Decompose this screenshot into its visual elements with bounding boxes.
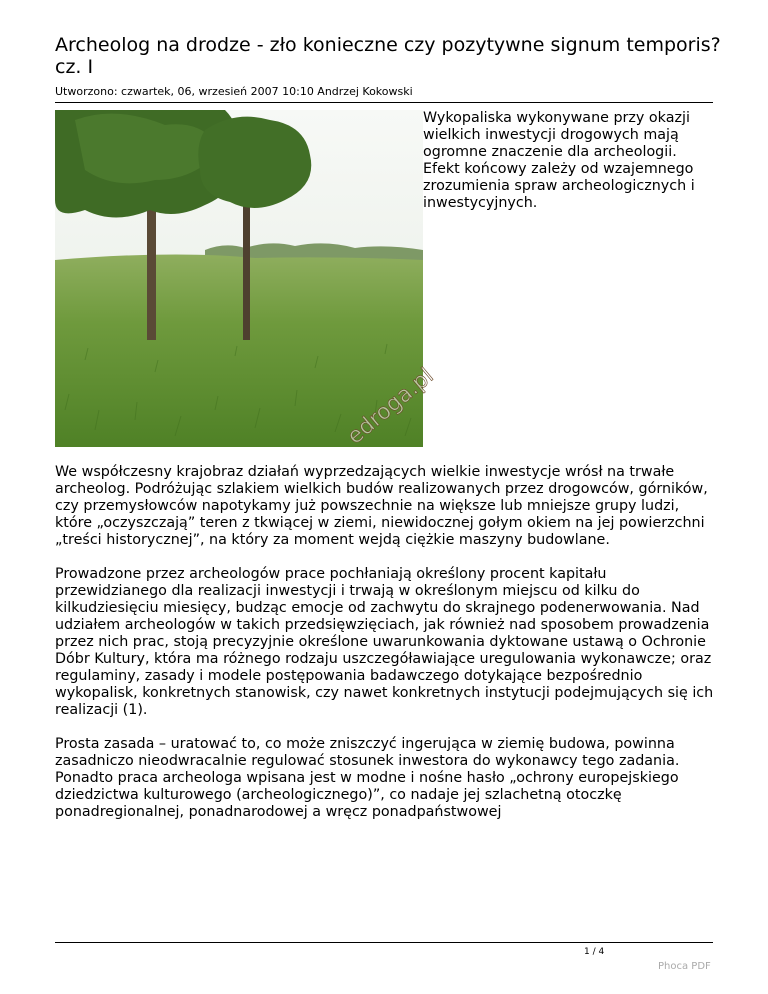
page-title: Archeolog na drodze - zło konieczne czy pozytywne signum temporis? cz. I [55, 34, 721, 78]
article-paragraph: Prowadzone przez archeologów prace pochłaniają określony procent kapitału przewidzianego dla realizacji inwestycji i trwają w określonym miejscu od kilku do kilkudziesięciu miesięcy, budząc emocje od zachwytu do skrajnego podenerwowania. Nad udziałem archeologów w takich przedsięwzięciach, jak również nad sposobem prowadzenia przez nich prac, stoją precyzyjnie określone uwarunkowania dyktowane ustawą o Ochronie Dóbr Kultury, która ma różnego rodzaju uszczegóławiające uregulowania wykonawcze; oraz regulaminy, zasady i modele postępowania badawczego dotykające bezpośrednio wykopalisk, konkretnych stanowisk, czy nawet konkretnych instytucji podejmujących się ich realizacji (1). [55, 566, 714, 718]
image-watermark: edroga.pl [342, 363, 439, 450]
article-meta: Utworzono: czwartek, 06, wrzesień 2007 10:10 Andrzej Kokowski [55, 85, 413, 98]
article-paragraph: Prosta zasada – uratować to, co może zniszczyć ingerująca w ziemię budowa, powinna zasadniczo nieodwracalnie regulować stosunek inwestora do wykonawcy tego zadania. Ponadto praca archeologa wpisana jest w modne i nośne hasło „ochrony europejskiego dziedzictwa kulturowego (archeologicznego)”, co nadaje jej szlachetną otoczkę ponadregionalnej, ponadnarodowej a wręcz ponadpaństwowej [55, 736, 680, 820]
header-divider [55, 102, 713, 103]
page-number: 1 / 4 [584, 947, 605, 957]
article-lead: Wykopaliska wykonywane przy okazji wielkich inwestycji drogowych mają ogromne znaczenie dla archeologii. Efekt końcowy zależy od wzajemnego zrozumienia spraw archeologicznych i inwestycyjnych. [423, 110, 695, 211]
article-body [55, 110, 715, 838]
pdf-generator-brand[interactable]: Phoca PDF [658, 961, 711, 972]
article-paragraph: We współczesny krajobraz działań wyprzedzających wielkie inwestycje wrósł na trwałe archeolog. Podróżując szlakiem wielkich budów realizowanych przez drogowców, górników, czy przemysłowców napotykamy już powszechnie na większe lub mniejsze grupy ludzi, które „oczyszczają” teren z tkwiącej w ziemi, niewidocznej gołym okiem na jej powierzchni „treści historycznej”, na który za moment wejdą ciężkie maszyny budowlane. [55, 464, 708, 548]
article-photo [55, 110, 439, 450]
footer-divider [55, 942, 713, 943]
